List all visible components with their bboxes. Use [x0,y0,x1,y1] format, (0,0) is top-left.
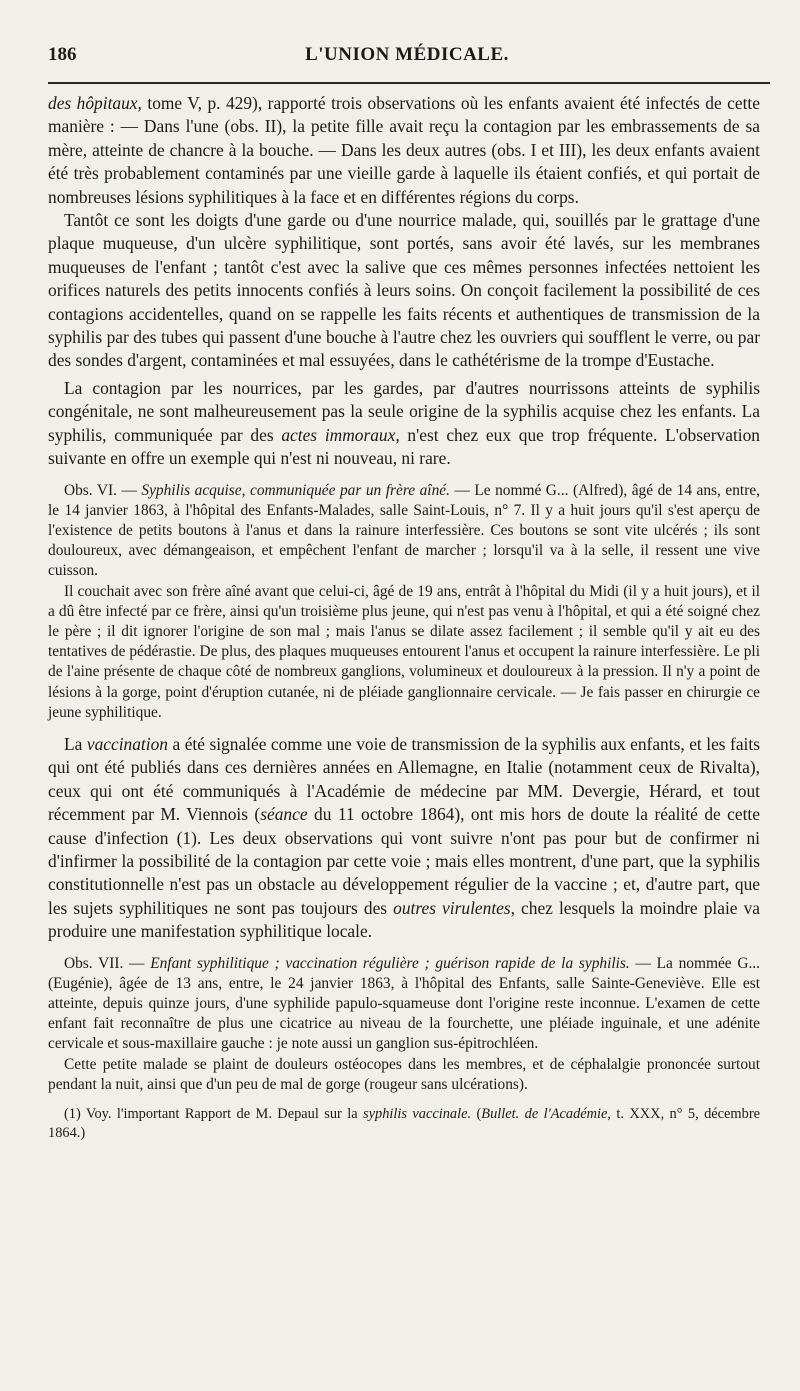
journal-title: L'UNION MÉDICALE. [305,44,509,65]
paragraph-4-italic-1: vaccination [86,733,168,754]
running-header [48,44,766,74]
observation-7 [48,954,760,1055]
observation-7-text: — La nommée G... (Eugénie), âgée de 13 ans, entre, le 24 janvier 1863, à l'hôpital des Enfants, salle Sainte-Geneviève. Elle est atteinte, depuis quinze jours, d'une syphilide papulo-squameuse dont l'origine reste inconnue. L'examen de cette enfant fait reconnaître de plus une cicatrice au niveau de la fourchette, une pléiade inguinale, et une adénite cervicale et sous-maxillaire gauche : je note aussi un ganglion sus-épitrochléen. [48,954,760,1053]
observation-6-label: Obs. VI. — [64,481,142,499]
paragraph-1-text: tome V, p. 429), rapporté trois observations où les enfants avaient été infectés de cette manière : — Dans l'une (obs. II), la petite fille avait reçu la contagion par les embrassements de sa mère, atteinte de chancre à la bouche. — Dans les deux autres (obs. I et III), les deux enfants avaient été très probablement contaminés par une vieille garde à laquelle ils étaient confiés, et qui portait de nombreuses lésions syphilitiques à la face et en différentes régions du corps. [48,93,760,207]
page-number: 186 [48,44,77,65]
paragraph-3-text-a: La contagion par les nourrices, par les gardes, par d'autres nourrissons atteints de syphilis congénitale, ne sont malheureusement pas la seule origine de la syphilis acquise chez les enfants. La syphilis, communiquée par des [48,377,760,445]
article-body [48,92,760,1143]
paragraph-4 [48,733,760,944]
footnote-text-a: (1) Voy. l'important Rapport de M. Depaul sur la [64,1106,364,1123]
footnote-italic-1: syphilis vaccinale. [363,1106,472,1123]
observation-6-text: — Le nommé G... (Alfred), âgé de 14 ans, entre, le 14 janvier 1863, à l'hôpital des Enfants-Malades, salle Saint-Louis, n° 7. Il y a huit jours qu'il s'est aperçu de l'existence de petits boutons à l'anus et dans la rainure interfessière. Ces boutons se sont vite ulcérés ; ils sont douloureux, avec démangeaison, et empêchent l'enfant de marcher ; lorsqu'il va à la selle, il ressent une vive cuisson. [48,481,761,580]
paragraph-4-text-d: chez lesquels la moindre plaie va produire une manifestation syphilitique locale. [48,897,760,942]
paragraph-4-italic-2: séance [260,804,308,825]
paragraph-4-text-c: du 11 octobre 1864), ont mis hors de doute la réalité de cette cause d'infection (1). Les deux observations qui vont suivre n'ont pas pour but de confirmer ni d'infirmer la possibilité de la contagion par cette voie ; mais elles montrent, d'une part, que la syphilis constitutionnelle n'est pas un obstacle au développement régulier de la vaccine ; et, d'autre part, que les sujets syphilitiques ne sont pas toujours des [48,804,760,918]
observation-7-continued: Cette petite malade se plaint de douleurs ostéocopes dans les membres, et de céphalalgie prononcée surtout pendant la nuit, ainsi que d'un peu de mal de gorge (rougeur sans ulcérations). [48,1055,760,1093]
header-rule [48,82,770,84]
paragraph-3 [48,377,760,471]
paragraph-1 [48,92,760,209]
footnote-text-b: ( [471,1106,482,1123]
paragraph-2: Tantôt ce sont les doigts d'une garde ou d'une nourrice malade, qui, souillés par le grattage d'une plaque muqueuse, d'un ulcère syphilitique, sont portés, sans avoir été lavés, sur les membranes muqueuses de l'enfant ; tantôt c'est avec la salive que ces mêmes personnes infectées nettoient les orifices naturels des petits innocents confiés à leurs soins. On conçoit facilement la possibilité de ces contagions accidentelles, quand on se rappelle les faits récents et authentiques de transmission de la syphilis par des tubes qui passent d'une bouche à l'autre chez les ouvriers qui soufflent le verre, ou par des sondes d'argent, contaminées et mal essuyées, dans le cathétérisme de la trompe d'Eustache. [48,210,760,371]
reference-italic: des hôpitaux, [48,93,142,113]
footnote-italic-2: Bullet. de l'Académie, [481,1106,612,1123]
paragraph-3-text-b: n'est chez eux que trop fréquente. L'observation suivante en offre un exemple qui n'est ni nouveau, ni rare. [48,424,761,469]
observation-6-continued: Il couchait avec son frère aîné avant que celui-ci, âgé de 19 ans, entrât à l'hôpital du Midi (il y a huit jours), et il a dû être infecté par ce frère, ainsi qu'un troisième plus jeune, qui n'est pas venu à l'hôpital, et qui a été soigné chez le père ; il dit ignorer l'origine de son mal ; mais l'anus se dilate assez facilement ; il semble qu'il y ait eu des tentatives de pédérastie. De plus, des plaques muqueuses entourent l'anus et occupent la rainure interfessière. Le pli de l'aine présente de chaque côté de nombreux ganglions, volumineux et douloureux à la pression. Il n'y a point de lésions à la gorge, point d'éruption cutanée, ni de pléiade ganglionnaire cervicale. — Je fais passer en chirurgie ce jeune syphilitique. [48,582,760,721]
observation-6-title: Syphilis acquise, communiquée par un frère aîné. [141,481,450,499]
paragraph-3-italic: actes immoraux, [281,424,400,445]
paragraph-4-text-a: La [64,733,87,754]
footnote-1 [48,1105,760,1143]
observation-7-label: Obs. VII. — [64,954,151,972]
footnote-text-c: t. XXX, n° 5, décembre 1864.) [48,1106,761,1142]
observation-6 [48,481,760,582]
paragraph-4-italic-3: outres virulentes, [393,897,515,918]
observation-7-title: Enfant syphilitique ; vaccination régulière ; guérison rapide de la syphilis. [150,954,630,972]
paragraph-4-text-b: a été signalée comme une voie de transmission de la syphilis aux enfants, et les faits qui ont été publiés dans ces dernières années en Allemagne, en Italie (notamment ceux de Rivalta), ceux qui ont été communiqués à l'Académie de médecine par MM. Devergie, Hérard, et tout récemment par M. Viennois ( [48,733,760,825]
